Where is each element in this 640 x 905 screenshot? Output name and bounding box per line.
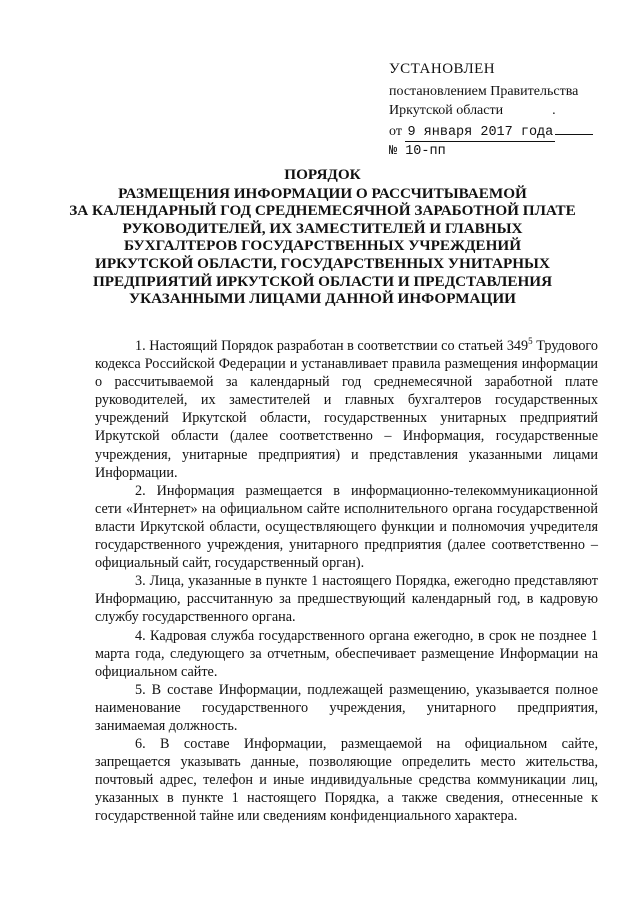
approval-heading: УСТАНОВЛЕН — [389, 61, 496, 77]
title-line-5: ИРКУТСКОЙ ОБЛАСТИ, ГОСУДАРСТВЕННЫХ УНИТАРНЫХ — [95, 254, 550, 272]
approval-date-value: 9 января 2017 года — [407, 125, 554, 140]
approval-number: № 10-пп — [389, 144, 446, 159]
approval-date-line — [389, 120, 629, 142]
paragraph-1-rest: Трудового кодекса Российской Федерации и устанавливает правила размещения информации о рассчитываемой за календарный год среднемесячной заработной плате руководителей, их заместителей и главных бухгалтеров государственных учреждений Иркутской области, государственных унитарных предприятий Иркутской области (далее соответственно – Информация, государственные учреждения, унитарные предприятия) и представления указанными лицами Информации. — [95, 338, 598, 481]
approval-line-1: постановлением Правительства — [389, 84, 579, 99]
date-underline — [555, 120, 593, 135]
document-title — [60, 166, 585, 308]
title-line-4: БУХГАЛТЕРОВ ГОСУДАРСТВЕННЫХ УЧРЕЖДЕНИЙ — [123, 237, 522, 255]
paragraph-3: 3. Лица, указанные в пункте 1 настоящего Порядка, ежегодно представляют Информацию, рассчитанную за предшествующий календарный год, в кадровую службу государственного органа. — [95, 573, 598, 626]
document-body — [95, 337, 598, 826]
article-superscript: 5 — [528, 336, 533, 346]
paragraph-1-start: 1. Настоящий Порядок разработан в соответствии со статьей 349 — [135, 338, 529, 354]
approval-line-2-tail: . — [552, 103, 556, 118]
title-line-7: УКАЗАННЫМИ ЛИЦАМИ ДАННОЙ ИНФОРМАЦИИ — [129, 290, 516, 308]
paragraph-5: 5. В составе Информации, подлежащей размещению, указывается полное наименование государственного учреждения, унитарного предприятия, занимаемая должность. — [95, 681, 598, 734]
title-line-2: ЗА КАЛЕНДАРНЫЙ ГОД СРЕДНЕМЕСЯЧНОЙ ЗАРАБОТНОЙ ПЛАТЕ — [69, 202, 576, 220]
approval-date-prefix: от — [389, 124, 402, 139]
title-line-6: ПРЕДПРИЯТИЙ ИРКУТСКОЙ ОБЛАСТИ И ПРЕДСТАВЛЕНИЯ — [92, 272, 553, 290]
paragraph-4: 4. Кадровая служба государственного органа ежегодно, в срок не позднее 1 марта года, следующего за отчетным, обеспечивает размещение Информации на официальном сайте. — [95, 627, 598, 680]
paragraph-2: 2. Информация размещается в информационно-телекоммуникационной сети «Интернет» на официальном сайте исполнительного органа государственной власти Иркутской области, осуществляющего функции и полномочия учредителя государственного учреждения, унитарного предприятия (далее соответственно – официальный сайт, государственный орган). — [95, 482, 598, 572]
approval-stamp — [389, 60, 629, 161]
paragraph-6: 6. В составе Информации, размещаемой на официальном сайте, запрещается указывать данные, позволяющие определить место жительства, почтовый адрес, телефон и иные индивидуальные средства коммуникации лиц, указанных в пункте 1 настоящего Порядка, а также сведения, отнесенные к государственной тайне или сведениям конфиденциального характера. — [95, 736, 598, 825]
paragraph-1 — [95, 337, 598, 482]
title-line-3: РУКОВОДИТЕЛЕЙ, ИХ ЗАМЕСТИТЕЛЕЙ И ГЛАВНЫХ — [122, 219, 523, 237]
title-line-1: РАЗМЕЩЕНИЯ ИНФОРМАЦИИ О РАССЧИТЫВАЕМОЙ — [118, 184, 527, 202]
approval-line-2 — [389, 101, 629, 120]
approval-region: Иркутской области — [389, 103, 504, 118]
title-heading: ПОРЯДОК — [284, 166, 361, 183]
